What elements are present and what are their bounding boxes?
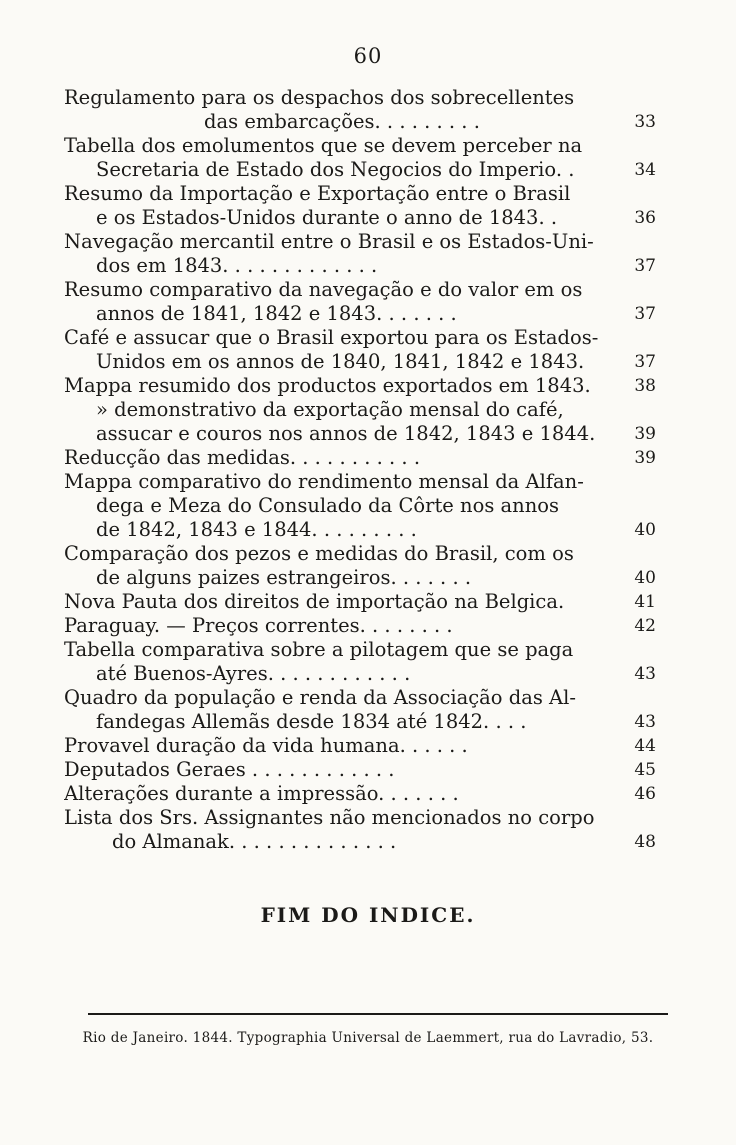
entry-page: 40	[634, 568, 656, 588]
entry-page: 36	[634, 208, 656, 228]
entry-line: Comparação dos pezos e medidas do Brasil, com os	[64, 542, 574, 565]
entry-line: Navegação mercantil entre o Brasil e os Estados-Uni-	[64, 230, 594, 253]
entry-page: 38	[634, 376, 656, 396]
index-entry	[64, 134, 664, 182]
entry-line: Reducção das medidas. . . . . . . . . . .	[64, 446, 421, 469]
index-entry	[64, 446, 664, 470]
index-entry	[64, 758, 664, 782]
entry-line: Secretaria de Estado dos Negocios do Imperio. .	[96, 158, 575, 181]
index-entry	[64, 734, 664, 758]
entry-line: Mappa comparativo do rendimento mensal da Alfan-	[64, 470, 584, 493]
entry-line: de 1842, 1843 e 1844. . . . . . . . .	[96, 518, 417, 541]
closing-heading: FIM DO INDICE.	[260, 903, 476, 927]
entry-line: » demonstrativo da exportação mensal do café,	[96, 398, 564, 421]
entry-page: 34	[634, 160, 656, 180]
index-entry	[64, 638, 664, 686]
entry-page: 44	[634, 736, 656, 756]
index-list	[64, 86, 664, 854]
footer-rule	[88, 1013, 668, 1015]
index-entry	[64, 782, 664, 806]
entry-line: do Almanak. . . . . . . . . . . . . .	[112, 830, 397, 853]
index-entry	[64, 230, 664, 278]
entry-line: Paraguay. — Preços correntes. . . . . . . .	[64, 614, 453, 637]
index-entry	[64, 806, 664, 854]
entry-page: 48	[634, 832, 656, 852]
index-entry	[64, 374, 664, 398]
printer-imprint: Rio de Janeiro. 1844. Typographia Universal de Laemmert, rua do Lavradio, 53.	[82, 1030, 654, 1046]
entry-line: Deputados Geraes . . . . . . . . . . . .	[64, 758, 395, 781]
entry-line: Quadro da população e renda da Associação das Al-	[64, 686, 576, 709]
entry-page: 43	[634, 712, 656, 732]
entry-page: 40	[634, 520, 656, 540]
entry-line: Unidos em os annos de 1840, 1841, 1842 e 1843.	[96, 350, 585, 373]
entry-line: de alguns paizes estrangeiros. . . . . . .	[96, 566, 472, 589]
index-entry	[64, 278, 664, 326]
page-number: 60	[353, 44, 383, 68]
entry-page: 37	[634, 352, 656, 372]
index-entry	[64, 398, 664, 446]
entry-page: 33	[634, 112, 656, 132]
entry-line: Tabella dos emolumentos que se devem perceber na	[64, 134, 583, 157]
index-entry	[64, 326, 664, 374]
entry-line: dega e Meza do Consulado da Côrte nos annos	[96, 494, 560, 517]
entry-line: das embarcações. . . . . . . . .	[204, 110, 480, 133]
entry-page: 46	[634, 784, 656, 804]
entry-line: annos de 1841, 1842 e 1843. . . . . . .	[96, 302, 457, 325]
index-entry	[64, 470, 664, 542]
entry-page: 37	[634, 304, 656, 324]
entry-line: Resumo da Importação e Exportação entre o Brasil	[64, 182, 571, 205]
entry-line: Provavel duração da vida humana. . . . . .	[64, 734, 468, 757]
entry-page: 45	[634, 760, 656, 780]
index-entry	[64, 542, 664, 590]
entry-line: até Buenos-Ayres. . . . . . . . . . . .	[96, 662, 411, 685]
entry-page: 42	[634, 616, 656, 636]
entry-line: Resumo comparativo da navegação e do valor em os	[64, 278, 583, 301]
entry-line: fandegas Allemãs desde 1834 até 1842. . . .	[96, 710, 527, 733]
index-entry	[64, 686, 664, 734]
entry-line: Tabella comparativa sobre a pilotagem que se paga	[64, 638, 574, 661]
entry-page: 43	[634, 664, 656, 684]
entry-page: 37	[634, 256, 656, 276]
entry-page: 41	[634, 592, 656, 612]
entry-line: Regulamento para os despachos dos sobrecellentes	[64, 86, 575, 109]
entry-line: Nova Pauta dos direitos de importação na Belgica.	[64, 590, 565, 613]
entry-page: 39	[634, 448, 656, 468]
index-entry	[64, 614, 664, 638]
entry-line: assucar e couros nos annos de 1842, 1843 e 1844.	[96, 422, 596, 445]
index-entry	[64, 182, 664, 230]
index-entry	[64, 86, 664, 134]
entry-line: Café e assucar que o Brasil exportou para os Estados-	[64, 326, 599, 349]
entry-line: Mappa resumido dos productos exportados em 1843.	[64, 374, 591, 397]
entry-line: Lista dos Srs. Assignantes não mencionados no corpo	[64, 806, 595, 829]
entry-page: 39	[634, 424, 656, 444]
entry-line: dos em 1843. . . . . . . . . . . . .	[96, 254, 378, 277]
entry-line: Alterações durante a impressão. . . . . . .	[64, 782, 459, 805]
index-entry	[64, 590, 664, 614]
entry-line: e os Estados-Unidos durante o anno de 1843. .	[96, 206, 558, 229]
